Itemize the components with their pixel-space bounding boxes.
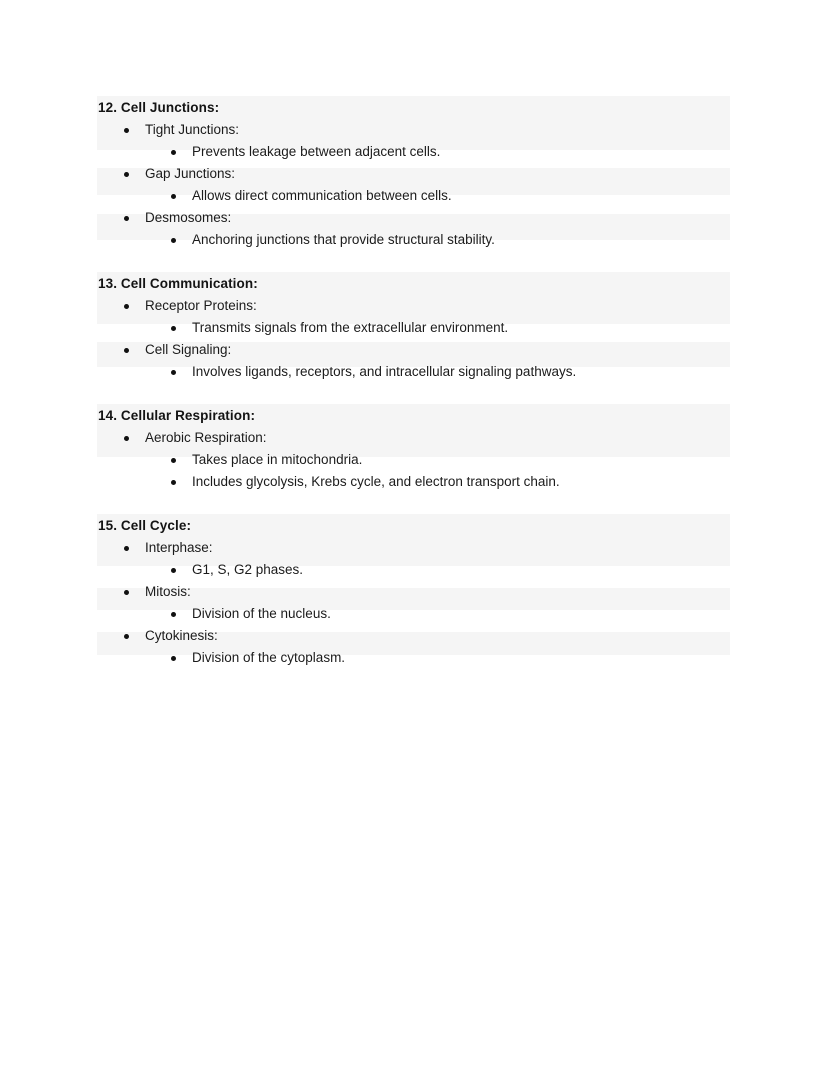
bullet-text: G1, S, G2 phases. <box>192 562 304 577</box>
bullet-list <box>97 427 730 493</box>
section-heading: 12. Cell Junctions: <box>98 100 220 115</box>
bullet-dot-icon <box>171 480 176 485</box>
bullet-dot-icon <box>124 546 129 551</box>
sub-bullet-item <box>97 361 730 383</box>
section-gap <box>97 251 730 272</box>
section-content <box>97 272 730 383</box>
bullet-dot-icon <box>171 194 176 199</box>
bullet-text: Involves ligands, receptors, and intracellular signaling pathways. <box>192 364 577 379</box>
sub-bullet-item <box>97 559 730 581</box>
sub-bullet-item <box>97 471 730 493</box>
notes-body <box>97 96 730 669</box>
bullet-dot-icon <box>124 590 129 595</box>
bullet-dot-icon <box>124 634 129 639</box>
sub-bullet-item <box>97 229 730 251</box>
bullet-dot-icon <box>124 216 129 221</box>
section-cellular-respiration <box>97 404 730 493</box>
bullet-dot-icon <box>171 568 176 573</box>
bullet-text: Cell Signaling: <box>145 342 232 357</box>
bullet-text: Tight Junctions: <box>145 122 240 137</box>
section-heading: 15. Cell Cycle: <box>98 518 192 533</box>
sub-bullet-item <box>97 647 730 669</box>
bullet-list <box>97 119 730 251</box>
bullet-text: Gap Junctions: <box>145 166 236 181</box>
bullet-dot-icon <box>124 128 129 133</box>
bullet-dot-icon <box>171 150 176 155</box>
section-gap <box>97 493 730 514</box>
bullet-text: Includes glycolysis, Krebs cycle, and electron transport chain. <box>192 474 560 489</box>
bullet-text: Cytokinesis: <box>145 628 218 643</box>
sub-bullet-item <box>97 603 730 625</box>
bullet-text: Receptor Proteins: <box>145 298 257 313</box>
bullet-dot-icon <box>171 656 176 661</box>
bullet-item <box>97 339 730 361</box>
bullet-dot-icon <box>171 370 176 375</box>
bullet-text: Prevents leakage between adjacent cells. <box>192 144 441 159</box>
bullet-dot-icon <box>171 326 176 331</box>
sub-bullet-item <box>97 185 730 207</box>
bullet-item <box>97 207 730 229</box>
bullet-text: Transmits signals from the extracellular environment. <box>192 320 509 335</box>
bullet-item <box>97 295 730 317</box>
bullet-dot-icon <box>124 436 129 441</box>
bullet-item <box>97 119 730 141</box>
sub-bullet-item <box>97 317 730 339</box>
bullet-item <box>97 537 730 559</box>
bullet-dot-icon <box>171 238 176 243</box>
bullet-text: Takes place in mitochondria. <box>192 452 363 467</box>
bullet-item <box>97 581 730 603</box>
bullet-dot-icon <box>124 304 129 309</box>
section-cell-cycle <box>97 514 730 669</box>
section-gap <box>97 383 730 404</box>
sub-bullet-item <box>97 449 730 471</box>
bullet-item <box>97 427 730 449</box>
bullet-text: Division of the cytoplasm. <box>192 650 346 665</box>
section-content <box>97 96 730 251</box>
sub-bullet-item <box>97 141 730 163</box>
bullet-dot-icon <box>124 348 129 353</box>
bullet-dot-icon <box>171 612 176 617</box>
bullet-text: Desmosomes: <box>145 210 232 225</box>
bullet-text: Aerobic Respiration: <box>145 430 267 445</box>
section-cell-junctions <box>97 96 730 251</box>
bullet-text: Interphase: <box>145 540 213 555</box>
bullet-text: Mitosis: <box>145 584 191 599</box>
section-heading: 14. Cellular Respiration: <box>98 408 256 423</box>
section-heading: 13. Cell Communication: <box>98 276 258 291</box>
bullet-list <box>97 537 730 669</box>
bullet-item <box>97 163 730 185</box>
section-content <box>97 404 730 493</box>
bullet-text: Division of the nucleus. <box>192 606 331 621</box>
bullet-dot-icon <box>124 172 129 177</box>
section-content <box>97 514 730 669</box>
bullet-dot-icon <box>171 458 176 463</box>
bullet-text: Anchoring junctions that provide structural stability. <box>192 232 495 247</box>
bullet-list <box>97 295 730 383</box>
section-cell-communication <box>97 272 730 383</box>
bullet-item <box>97 625 730 647</box>
bullet-text: Allows direct communication between cells. <box>192 188 452 203</box>
